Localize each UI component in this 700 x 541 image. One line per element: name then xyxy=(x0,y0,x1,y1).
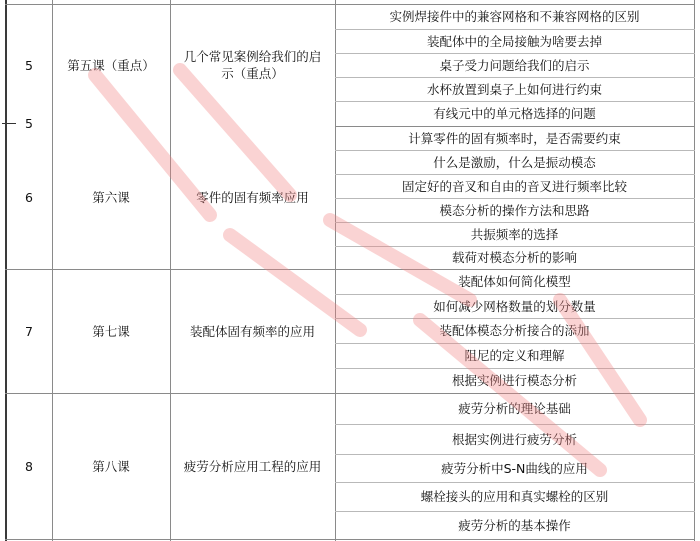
item-cell: 实例焊接件中的兼容网格和不兼容网格的区别 xyxy=(389,9,640,24)
item-cell: 如何减少网格数量的划分数量 xyxy=(433,298,596,314)
topic-cell: 疲劳分析应用工程的应用 xyxy=(183,458,322,474)
grid-line xyxy=(5,539,695,540)
lesson-cell: 第六课 xyxy=(92,190,130,205)
item-cell: 什么是激励，什么是振动模态 xyxy=(433,154,596,170)
grid-line xyxy=(335,150,695,151)
grid-line xyxy=(335,424,695,425)
item-cell: 水杯放置到桌子上如何进行约束 xyxy=(426,81,602,97)
grid-line xyxy=(335,222,695,223)
item-cell: 载荷对模态分析的影响 xyxy=(451,250,577,265)
grid-line xyxy=(5,269,695,270)
grid-line xyxy=(170,0,171,541)
item-cell: 模态分析的操作方法和思路 xyxy=(439,202,590,218)
grid-line xyxy=(52,0,53,541)
lesson-cell: 第五课（重点） xyxy=(67,57,155,73)
grid-line xyxy=(335,343,695,344)
topic-cell: 装配体固有频率的应用 xyxy=(189,323,315,339)
grid-line xyxy=(335,368,695,369)
item-cell: 固定好的音叉和自由的音叉进行频率比较 xyxy=(401,178,627,194)
grid-line xyxy=(335,126,695,127)
grid-line xyxy=(5,0,7,541)
grid-line xyxy=(335,77,695,78)
grid-line xyxy=(335,482,695,483)
item-cell: 桌子受力问题给我们的启示 xyxy=(439,57,590,73)
grid-line xyxy=(335,53,695,54)
item-cell: 共振频率的选择 xyxy=(470,226,559,242)
item-cell: 有线元中的单元格选择的问题 xyxy=(433,106,596,121)
lesson-cell: 第七课 xyxy=(92,323,130,339)
item-cell: 根据实例进行疲劳分析 xyxy=(451,431,577,447)
grid-line xyxy=(335,318,695,319)
row-number: 8 xyxy=(25,458,33,474)
row-number: 7 xyxy=(25,323,33,339)
grid-line xyxy=(335,29,695,30)
grid-line xyxy=(335,511,695,512)
grid-line xyxy=(335,294,695,295)
stray-row-label: 5 xyxy=(25,115,33,131)
item-cell: 疲劳分析中S-N曲线的应用 xyxy=(441,460,588,476)
grid-line xyxy=(335,0,336,541)
item-cell: 计算零件的固有频率时，是否需要约束 xyxy=(408,130,621,146)
grid-line xyxy=(5,4,695,5)
grid-line xyxy=(335,101,695,102)
grid-line xyxy=(5,393,695,394)
grid-line xyxy=(335,174,695,175)
item-cell: 装配体模态分析接合的添加 xyxy=(439,323,590,338)
item-cell: 阻尼的定义和理解 xyxy=(464,348,565,363)
grid-line xyxy=(335,246,695,247)
topic-cell: 零件的固有频率应用 xyxy=(196,190,309,205)
item-cell: 装配体中的全局接触为啥要去掉 xyxy=(426,33,602,49)
grid-line xyxy=(335,198,695,199)
grid-line xyxy=(335,454,695,455)
item-cell: 螺栓接头的应用和真实螺栓的区别 xyxy=(420,489,609,504)
topic-cell: 几个常见案例给我们的启示（重点） xyxy=(183,49,322,81)
grid-line xyxy=(694,0,695,541)
row-number: 5 xyxy=(25,57,33,73)
item-cell: 疲劳分析的基本操作 xyxy=(458,517,571,533)
item-cell: 疲劳分析的理论基础 xyxy=(458,401,571,416)
item-cell: 根据实例进行模态分析 xyxy=(451,373,577,388)
row-number: 6 xyxy=(25,190,33,205)
item-cell: 装配体如何简化模型 xyxy=(458,274,571,289)
lesson-cell: 第八课 xyxy=(92,458,130,474)
